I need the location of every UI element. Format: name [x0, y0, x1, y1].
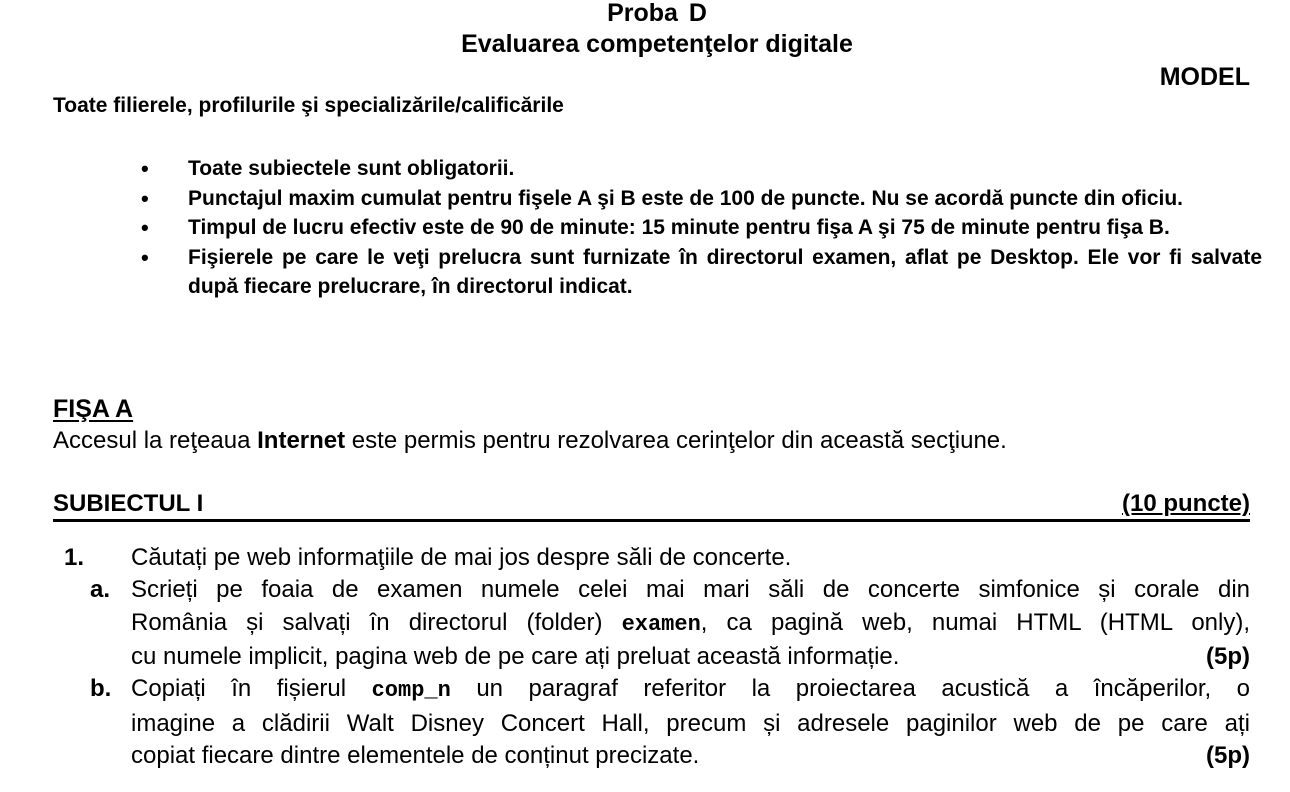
question-number: 1.: [64, 544, 85, 571]
rules-list: [0, 154, 1262, 302]
item-b-line-part: copiat fiecare dintre elementele de conținut precizate.: [131, 742, 700, 769]
item-b-line-part: Copiați în fișierul: [131, 675, 372, 702]
item-a-text: [131, 574, 1250, 674]
note-bold: Internet: [257, 427, 346, 454]
item-b-line: [131, 740, 1250, 773]
item-b-line: [131, 673, 1250, 708]
question-text: Căutați pe web informaţiile de mai jos despre săli de concerte.: [131, 544, 792, 571]
item-a-line-part: România și salvați în directorul (folder): [131, 608, 622, 636]
exam-subtitle: Evaluarea competenţelor digitale: [461, 30, 853, 58]
bullet-icon: •: [141, 156, 149, 181]
bullet-icon: •: [141, 185, 149, 211]
rule-item: [0, 243, 1262, 302]
item-a-line: [131, 641, 1250, 674]
model-label: MODEL: [1159, 63, 1250, 91]
rule-text: Toate subiectele sunt obligatorii.: [188, 157, 515, 180]
item-a-line: Scrieți pe foaia de examen numele celei mai mari săli de concerte simfonice și corale din: [131, 576, 1250, 603]
item-a-label: a.: [90, 576, 111, 603]
rule-text: Fişierele pe care le veţi prelucra sunt furnizate în directorul examen, aflat pe Desktop. Ele vor fi salvate după fiecare prelucrare, în directorul indicat.: [188, 245, 1262, 298]
audience-line: Toate filierele, profilurile şi specializările/calificările: [53, 94, 564, 117]
rule-item: [0, 184, 1262, 214]
note-text: Accesul la reţeaua: [53, 427, 258, 454]
exam-title: Proba D: [607, 0, 707, 27]
item-a-points: (5p): [1206, 643, 1250, 670]
bullet-icon: •: [141, 244, 149, 270]
folder-name: examen: [621, 611, 701, 637]
rule-item: [0, 154, 1262, 184]
subject-points: (10 puncte): [1121, 490, 1250, 517]
item-a-line-part: cu numele implicit, pagina web de pe care ați preluat această informație.: [131, 643, 900, 670]
bullet-icon: •: [141, 215, 149, 240]
subject-title: SUBIECTUL I: [53, 490, 204, 517]
item-b-label: b.: [90, 675, 112, 702]
internet-note: [53, 426, 1007, 456]
rule-text: Punctajul maxim cumulat pentru fişele A şi B este de 100 de puncte. Nu se acordă puncte din oficiu.: [188, 186, 1184, 210]
rule-item: [0, 213, 1262, 243]
file-name: comp_n: [371, 678, 451, 703]
subject-header: [53, 489, 1250, 522]
item-a-line: [131, 607, 1250, 642]
item-b-line-part: un paragraf referitor la proiectarea acustică a încăperilor, o: [450, 675, 1251, 702]
item-a-line-part: , ca pagină web, numai HTML (HTML only),: [700, 608, 1251, 636]
rule-text: Timpul de lucru efectiv este de 90 de minute: 15 minute pentru fişa A şi 75 de minute pentru fişa B.: [188, 216, 1170, 239]
item-b-points: (5p): [1206, 742, 1250, 769]
item-b-text: [131, 673, 1250, 773]
item-b-line: imagine a clădirii Walt Disney Concert Hall, precum și adresele paginilor web de pe care ați: [131, 709, 1250, 737]
section-title: FIŞA A: [53, 395, 134, 423]
note-text-end: este permis pentru rezolvarea cerinţelor din această secţiune.: [345, 427, 1007, 454]
